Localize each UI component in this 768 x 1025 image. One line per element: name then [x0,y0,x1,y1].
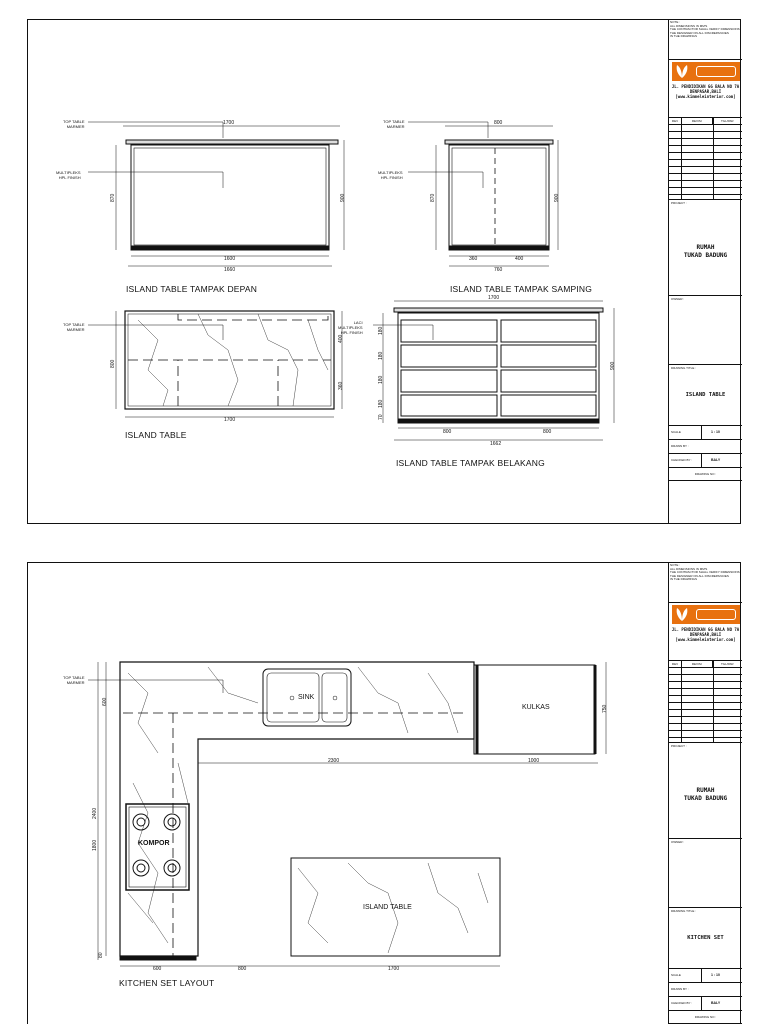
label-island-plan: ISLAND TABLE [125,430,187,440]
dim-depan-h2: 900 [340,193,346,202]
company-address: JL. PENDIDIKAN GG BALA NO 7A DENPASAR,BALI [www.kimmeleinterior.com] [671,84,740,99]
rev-col-header: TGL/PAR [720,662,734,666]
kitchen-set-drawings [28,563,668,1025]
dim-v-2400: 2400 [92,807,98,819]
owner-label: OWNER : [671,840,685,844]
owner-block [669,296,742,365]
drawing-sheet-kitchen-set [27,562,741,1024]
dim-samping-total: 760 [494,267,503,273]
label-tampak-depan: ISLAND TABLE TAMPAK DEPAN [126,284,258,294]
note-top-marmer-side: TOP TABLE MARMER [383,119,405,129]
note-top-marmer: TOP TABLE MARMER [63,119,85,129]
note-top-marmer-layout: TOP TABLE MARMER [63,675,85,685]
revision-divider [681,661,682,742]
rev-col-header: TGL/PAR [720,119,734,123]
dim-depan-total: 1660 [224,267,236,273]
dim-depan-top: 1700 [223,120,235,126]
note-line: ALL DIMENSIONS IN MM'S [670,566,708,571]
note-line: IN THE DRAWINGS [670,34,698,38]
label-sink: SINK [298,694,315,701]
note-laci: LACI MULTIPLEKS HPL FINISH [338,320,363,335]
rev-col-header: REVISI [682,661,713,667]
dim-drawer-1: 180 [378,326,384,335]
rev-col-header: REVISI [682,118,713,124]
label-kulkas: KULKAS [522,704,550,711]
drawing-area [28,20,668,523]
drawing-no: DRAWING NO : [669,468,742,481]
project-name: RUMAH TUKAD BADUNG [683,244,728,259]
dim-h-2300: 2300 [328,758,340,764]
drawing-area [28,563,668,1024]
dim-belakang-h: 900 [610,361,616,370]
label-tampak-belakang: ISLAND TABLE TAMPAK BELAKANG [396,458,545,468]
dim-b-600: 600 [153,966,162,972]
dim-depan-h1: 870 [110,193,116,202]
dim-plan-b: 360 [338,381,344,390]
scale-value: 1 : 10 [711,430,720,434]
label-tampak-samping: ISLAND TABLE TAMPAK SAMPING [450,284,593,294]
dim-samping-b: 400 [515,256,524,262]
note-line: THE CONTRACTOR SHALL VERIFY DIMENSIONS [670,570,740,574]
dim-drawer-5: 70 [378,414,384,420]
title-block [668,20,742,523]
company-logo [672,62,740,81]
company-logo-block [669,60,742,118]
logo-wordmark [696,66,736,77]
drawing-title-block [669,908,742,969]
drawn-row [669,440,742,454]
checked-value: BALY [711,1001,721,1005]
drawing-title: KITCHEN SET [687,935,724,941]
dim-samping-h1: 870 [430,193,436,202]
drawing-title-label: DRAWING TITLE : [671,909,697,913]
dim-v-750: 750 [602,704,608,713]
note-label: NOTE : [670,563,681,567]
scale-label: SCALE [671,430,681,434]
dim-samping-a: 360 [469,256,478,262]
revision-table [669,118,742,200]
revision-rows [669,124,742,199]
revision-rows [669,667,742,742]
note-line: ALL DIMENSIONS IN MM'S [670,23,708,28]
note-multipleks-side: MULTIPLEKS HPL FINISH [378,170,403,180]
note-label: NOTE : [670,20,681,24]
owner-label: OWNER : [671,297,685,301]
company-logo [672,605,740,624]
dim-drawer-2: 180 [378,351,384,360]
note-line: IN THE DRAWINGS [670,577,698,581]
drawn-label: DRAWN BY : [671,444,689,448]
checked-row [669,997,742,1011]
drawn-label: DRAWN BY : [671,987,689,991]
note-line: THE DESIGNER ON ALL DISCREPANCIES [670,30,729,35]
drawing-title-label: DRAWING TITLE : [671,366,697,370]
note-line: THE CONTRACTOR SHALL VERIFY DIMENSIONS [670,27,740,31]
note-top-marmer-plan: TOP TABLE MARMER [63,322,85,332]
dim-v-80: 80 [98,952,104,958]
dim-depan-inner: 1600 [224,256,236,262]
leaf-logo-icon [675,64,689,79]
dim-samping-top: 800 [494,120,503,126]
rev-col-header: REV [669,661,682,667]
dim-plan-h: 800 [110,359,116,368]
title-block-note [669,20,742,60]
revision-table [669,661,742,743]
drawing-no: DRAWING NO : [669,1011,742,1024]
title-block [668,563,742,1024]
scale-value: 1 : 10 [711,973,720,977]
scale-row [669,426,742,440]
revision-divider [713,661,714,742]
dim-belakang-a: 800 [443,429,452,435]
scale-row [669,969,742,983]
label-kompor: KOMPOR [138,840,170,847]
label-island-table: ISLAND TABLE [363,904,412,911]
dim-plan-w: 1700 [224,417,236,423]
project-label: PROJECT : [671,201,687,205]
dim-drawer-4: 180 [378,399,384,408]
revision-divider [713,118,714,199]
project-block [669,200,742,296]
dim-belakang-b: 800 [543,429,552,435]
dim-b-800: 800 [238,966,247,972]
drawing-title: ISLAND TABLE [685,392,726,398]
rev-col-header: REV [669,118,682,124]
revision-divider [681,118,682,199]
dim-v-600: 600 [102,697,108,706]
project-label: PROJECT : [671,744,687,748]
company-logo-block [669,603,742,661]
company-address: JL. PENDIDIKAN GG BALA NO 7A DENPASAR,BALI [www.kimmeleinterior.com] [671,627,740,642]
scale-label: SCALE [671,973,681,977]
checked-label: CHECKED BY : [671,1001,693,1005]
label-kitchen-layout: KITCHEN SET LAYOUT [119,978,215,988]
drawing-sheet-island-table [27,19,741,524]
dim-v-1800: 1800 [92,839,98,851]
note-multipleks: MULTIPLEKS HPL FINISH [56,170,81,180]
dim-drawer-3: 180 [378,375,384,384]
title-block-note [669,563,742,603]
dim-b-1700: 1700 [388,966,400,972]
owner-block [669,839,742,908]
project-block [669,743,742,839]
checked-value: BALY [711,458,721,462]
checked-row [669,454,742,468]
dim-belakang-top: 1700 [488,295,500,301]
dim-belakang-total: 1662 [490,441,502,447]
dim-h-1000: 1000 [528,758,540,764]
note-line: THE DESIGNER ON ALL DISCREPANCIES [670,573,729,578]
leaf-logo-icon [675,607,689,622]
project-name: RUMAH TUKAD BADUNG [683,787,728,802]
dim-samping-h2: 900 [554,193,560,202]
drawing-title-block [669,365,742,426]
island-table-drawings [28,20,668,525]
dim-plan-a: 400 [338,334,344,343]
checked-label: CHECKED BY : [671,458,693,462]
drawn-row [669,983,742,997]
logo-wordmark [696,609,736,620]
